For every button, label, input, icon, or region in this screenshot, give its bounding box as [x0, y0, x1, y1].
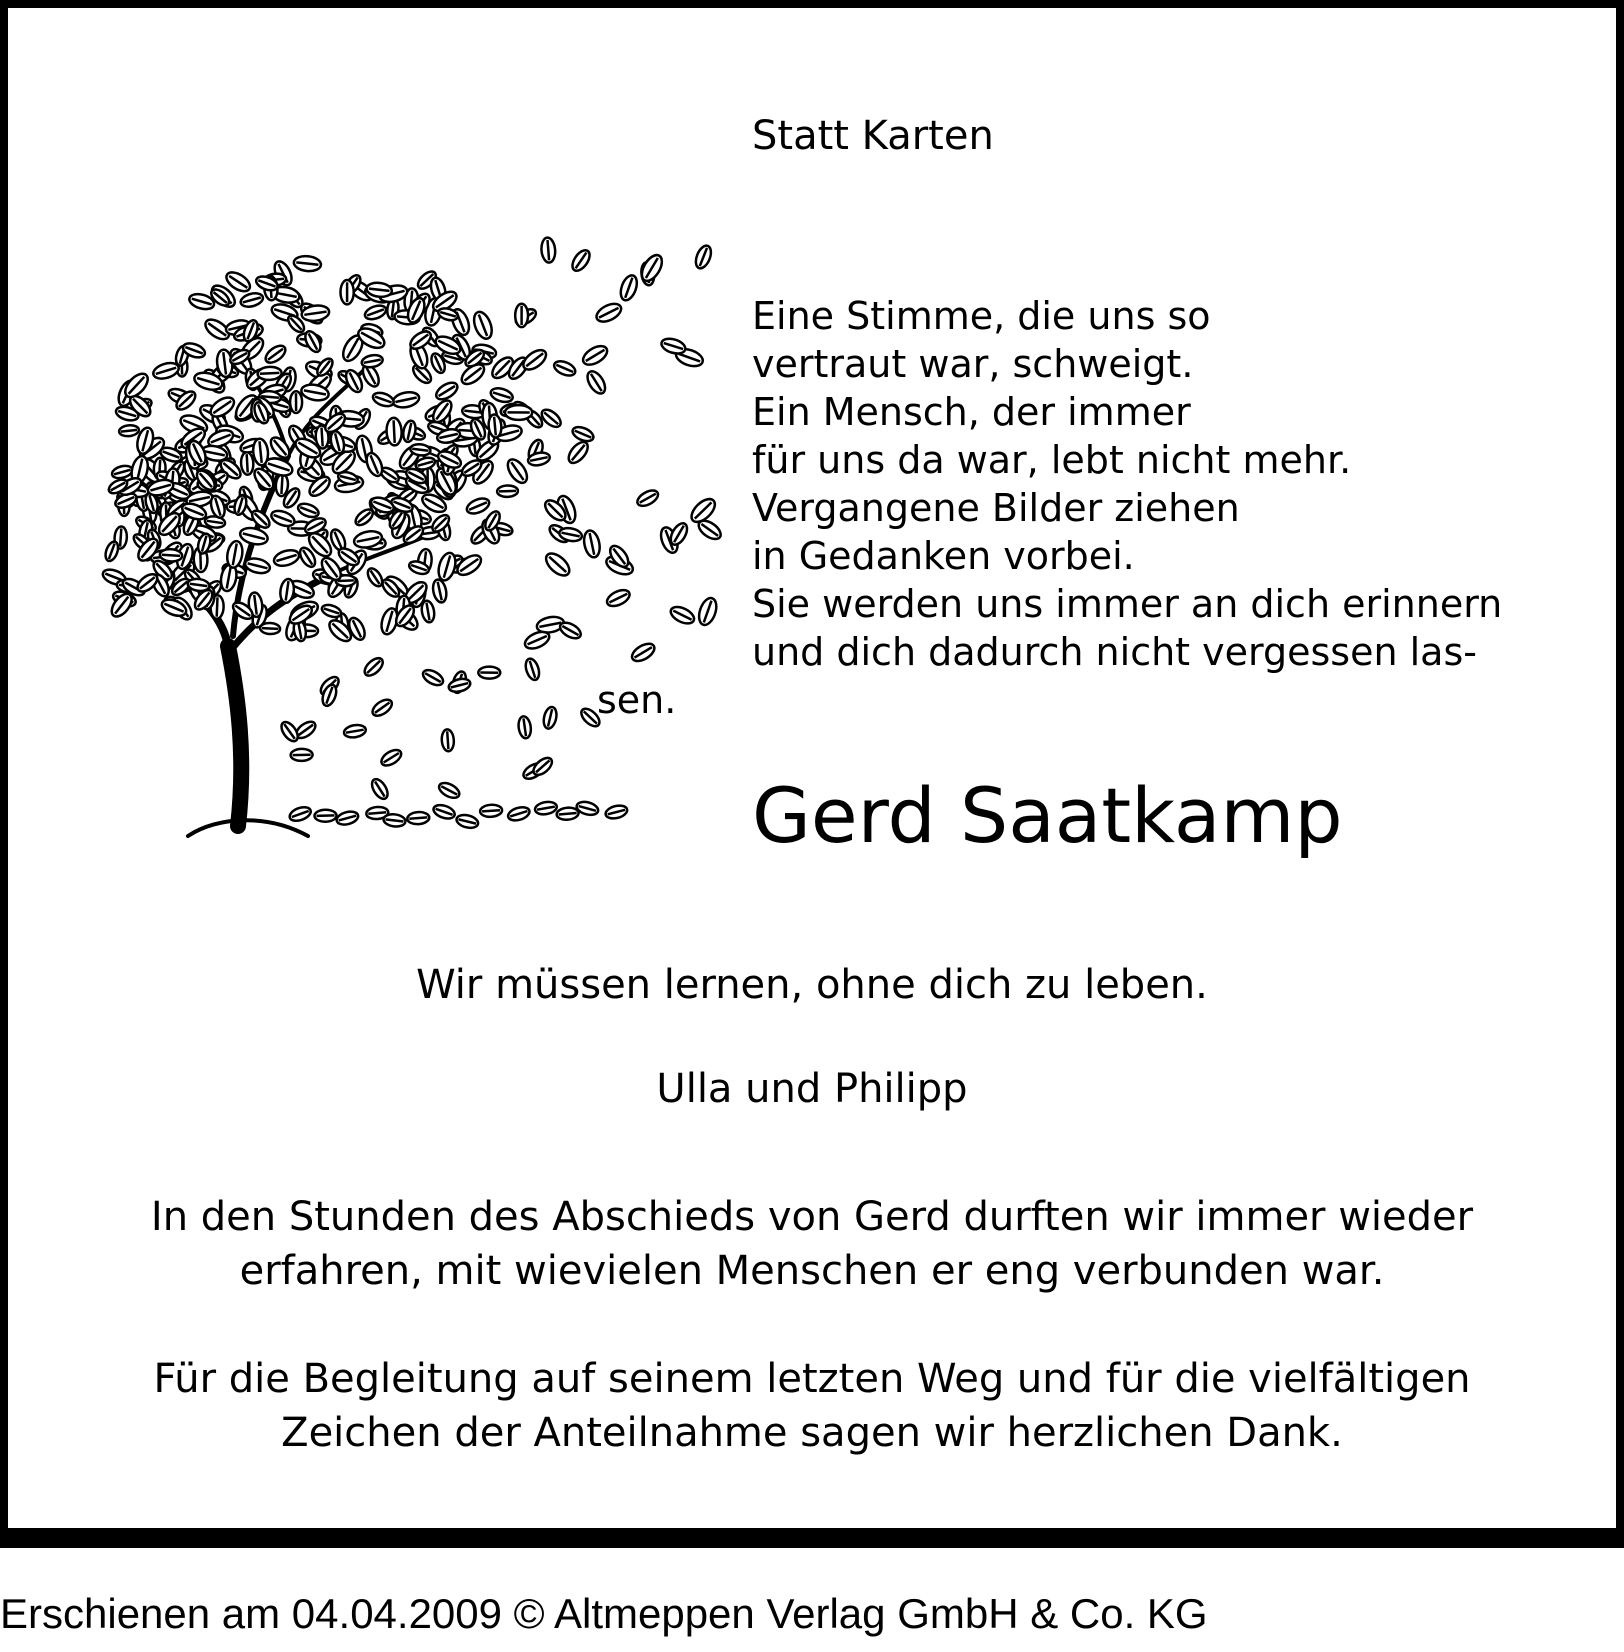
thanks-line: In den Stunden des Abschieds von Gerd durften wir immer wieder	[150, 1194, 1474, 1240]
deceased-name: Gerd Saatkamp	[752, 771, 1343, 860]
windswept-tree-icon	[88, 196, 748, 886]
poem-line: Ein Mensch, der immer	[752, 390, 1191, 434]
notice-header: Statt Karten	[752, 113, 994, 159]
motto: Wir müssen lernen, ohne dich zu leben.	[416, 962, 1208, 1008]
poem-line: in Gedanken vorbei.	[752, 534, 1135, 578]
leaf-vein	[338, 580, 354, 581]
poem-line: Vergangene Bilder ziehen	[752, 486, 1240, 530]
leaf-vein	[409, 817, 427, 818]
poem-line: vertraut war, schweigt.	[752, 342, 1194, 386]
leaf-vein	[368, 812, 386, 814]
leaf-vein	[548, 240, 550, 260]
publication-credit: Erschienen am 04.04.2009 © Altmeppen Verlag GmbH & Co. KG	[0, 1590, 1208, 1637]
leaf-vein	[162, 555, 180, 556]
thanks-line: erfahren, mit wievielen Menschen er eng verbunden war.	[239, 1248, 1385, 1294]
poem-line: und dich dadurch nicht vergessen las-	[752, 630, 1477, 674]
leaf-vein	[322, 428, 323, 447]
leaf-vein	[447, 731, 448, 749]
leaf-vein	[394, 420, 395, 443]
leaf-vein	[559, 813, 577, 815]
poem-line: sen.	[597, 678, 677, 722]
poem-line: für uns da war, lebt nicht mehr.	[752, 438, 1352, 482]
thanks-paragraph-2	[18, 1352, 1606, 1460]
leaf-vein	[260, 373, 280, 374]
leaf-vein	[494, 417, 496, 436]
leaf-vein	[247, 454, 248, 472]
leaf-vein	[120, 529, 121, 547]
leaf-vein	[121, 430, 137, 432]
signers: Ulla und Philipp	[656, 1066, 968, 1112]
thanks-paragraph-1	[18, 1190, 1606, 1298]
leaf-vein	[482, 810, 500, 811]
leaf-vein	[317, 815, 335, 816]
thanks-line: Für die Begleitung auf seinem letzten Weg und für die vielfältigen	[153, 1356, 1471, 1402]
tree-leaves	[101, 237, 724, 830]
thanks-line: Zeichen der Anteilnahme sagen wir herzlichen Dank.	[281, 1410, 1343, 1456]
leaf-vein	[499, 491, 516, 492]
leaf-vein	[281, 476, 282, 494]
leaf-vein	[262, 628, 278, 629]
notice-content	[18, 18, 1606, 1528]
poem-line: Eine Stimme, die uns so	[752, 294, 1211, 338]
poem-line: Sie werden uns immer an dich erinnern	[752, 582, 1503, 626]
poem	[597, 292, 1503, 724]
leaf-vein	[217, 597, 218, 616]
